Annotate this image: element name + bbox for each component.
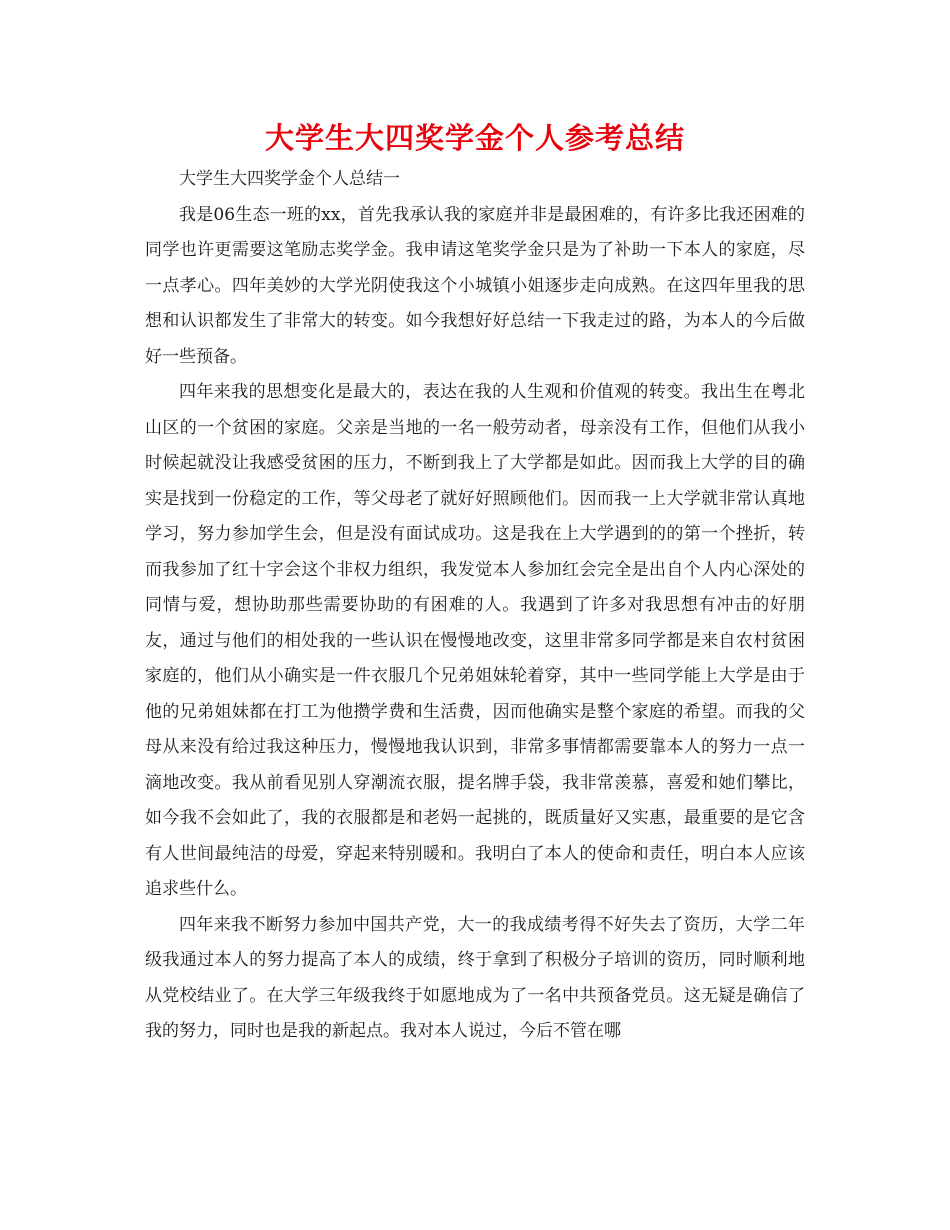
paragraph-3: 四年来我不断努力参加中国共产党，大一的我成绩考得不好失去了资历，大学二年级我通过本人的努力提高了本人的成绩，终于拿到了积极分子培训的资历，同时顺利地从党校结业了。在大学三年级我终于如愿地成为了一名中共预备党员。这无疑是确信了我的努力，同时也是我的新起点。我对本人说过，今后不管在哪	[145, 914, 805, 1041]
document-body	[145, 162, 805, 1050]
paragraph-1: 我是06生态一班的xx，首先我承认我的家庭并非是最困难的，有许多比我还困难的同学也许更需要这笔励志奖学金。我申请这笔奖学金只是为了补助一下本人的家庭，尽一点孝心。四年美妙的大学光阴使我这个小城镇小姐逐步走向成熟。在这四年里我的思想和认识都发生了非常大的转变。如今我想好好总结一下我走过的路，为本人的今后做好一些预备。	[145, 204, 805, 367]
paragraph-2: 四年来我的思想变化是最大的，表达在我的人生观和价值观的转变。我出生在粤北山区的一个贫困的家庭。父亲是当地的一名一般劳动者，母亲没有工作，但他们从我小时候起就没让我感受贫困的压力，不断到我上了大学都是如此。因而我上大学的目的确实是找到一份稳定的工作，等父母老了就好好照顾他们。因而我一上大学就非常认真地学习，努力参加学生会，但是没有面试成功。这是我在上大学遇到的的第一个挫折，转而我参加了红十字会这个非权力组织，我发觉本人参加红会完全是出自个人内心深处的同情与爱，想协助那些需要协助的有困难的人。我遇到了许多对我思想有冲击的好朋友，通过与他们的相处我的一些认识在慢慢地改变，这里非常多同学都是来自农村贫困家庭的，他们从小确实是一件衣服几个兄弟姐妹轮着穿，其中一些同学能上大学是由于他的兄弟姐妹都在打工为他攒学费和生活费，因而他确实是整个家庭的希望。而我的父母从来没有给过我这种压力，慢慢地我认识到，非常多事情都需要靠本人的努力一点一滴地改变。我从前看见别人穿潮流衣服，提名牌手袋，我非常羡慕，喜爱和她们攀比，如今我不会如此了，我的衣服都是和老妈一起挑的，既质量好又实惠，最重要的是它含有人世间最纯洁的母爱，穿起来特别暖和。我明白了本人的使命和责任，明白本人应该追求些什么。	[145, 382, 805, 899]
section-subtitle: 大学生大四奖学金个人总结一	[179, 169, 400, 189]
document-title: 大学生大四奖学金个人参考总结	[264, 121, 685, 155]
